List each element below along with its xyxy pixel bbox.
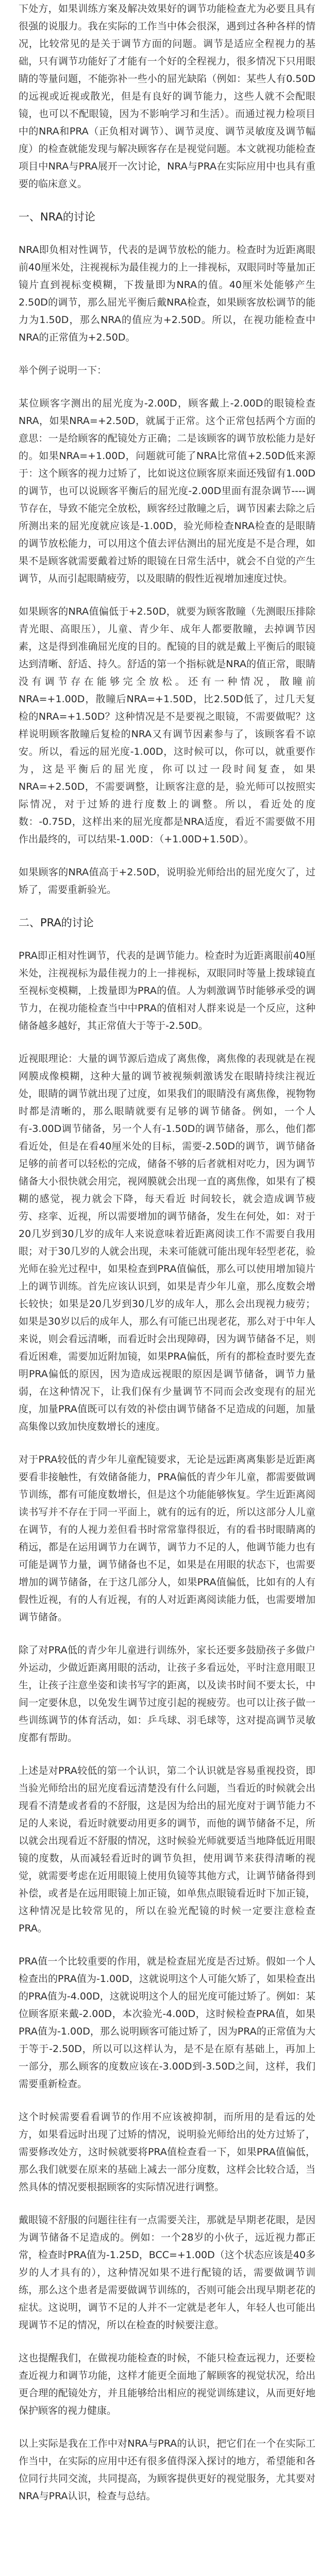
section-title-nra: 一、NRA的讨论 (19, 211, 95, 223)
pra-definition-paragraph: PRA即正相对性调节，代表的是调节能力。检查时为近距离眼前40厘米处，注视视标为最佳视力的上一排视标，双眼同时等量上拨球镜直至视标变模糊，上拨量即为PRA的值。人为刺激调节时能够承受的调节力，在视功能检查当中中PRA的值相对人群来说是一个反应，这种储备越多越好，其正常值大于等于-2.50D。 (19, 950, 315, 1031)
conclusion-paragraph: 以上实际是我在工作中对NRA与PRA的认识，把它们在一个在实际工作当中，在实际的应用中还有很多值得深入探讨的地方，希望能和各位同行共同交流，共同提高，为顾客提供更好的视觉服务，尤其要对NRA与PRA认识，检查与总结。 (19, 2438, 315, 2502)
pra-second-view-paragraph: 上述是对PRA较低的第一个认识，第二个认识就是容易重视投资，即当验光师给出的屈光度看远清楚没有什么问题，当看近的时候就会出现看不清楚或者看的不舒服，这是因为给出的屈光度对于调节能力不足的人来说，看近时就要动用更多的调节，而他的调节储备不足，所以就会出现看近不舒服的情况，这时候验光师就要适当地降低近用眼镜的度数，从而减轻看近时的调节负担，使用调节来获得清晰的视觉，就需要考虑在近用眼镜上使用负镜等其他方式，让调节储备得到补偿，或者是在远用眼镜上加正镜，如单焦点眼镜看近时下加正镜，这种情况是比较常见的，所以在验光配镜的时候一定要注意检查PRA。 (19, 1765, 315, 1934)
pra-overcorrection-paragraph: PRA值一个比较重要的作用，就是检查屈光度是否过矫。假如一个人检查出的PRA值为-1.00D，这就说明这个人可能欠矫了，如果检查出的PRA值为-4.00D，这就说明这个人的屈光度可能过矫了。例如：某位顾客原来戴-2.00D，本次验光-4.00D，这时候检查PRA值，如果PRA值为-1.00D，那么说明顾客可能过矫了，因为PRA的正常值为大于等于-2.50D，所以可以这样认为，是不是在原有基础上，再加上一部分，那么顾客的度数应该在-3.00D到-3.50D之间，这样，我们需要重新检查。 (19, 1956, 315, 2090)
pra-reminder-paragraph: 这也提醒我们，在做视功能检查的时候，不能只检查远视力，还要检查近视力和调节功能，这样才能更全面地了解顾客的视觉状况，给出更合理的配镜处方，并且能够给出相应的视觉训练建议，从而更好地保护顾客的视力健康。 (19, 2352, 315, 2416)
pra-prescription-paragraph: 这个时候需要看看调节的作用不应该被抑制，而所用的是看远的处方，如果看远时出现了过矫的情况，说明验光师给出的处方过矫了，需要修改处方，这时候就要将PRA值检查看一下，如果PRA值偏低，那么我们就要在原来的基础上减去一部分度数，这样会比较合适，当然具体的情况要根据顾客的实际情况进行调整。 (19, 2111, 315, 2193)
section-title-pra: 二、PRA的讨论 (19, 917, 94, 929)
nra-high-paragraph: 如果顾客的NRA值高于+2.50D，说明验光师给出的屈光度欠了，过矫了，需要重新验光。 (19, 867, 315, 895)
pra-presbyopia-paragraph: 戴眼镜不舒服的问题往往有一点需要关注，那就是早期老花眼，是因为调节储备不足造成的。例如：一个28岁的小伙子，远近视力都正常，检查时PRA值为-1.25D，BCC=+1.00D（这个状态应该是40多岁的人才具有的），这种情况如果不进行配镜的话，需要做调节训练，那么这个患者是需要做调节训练的，否则可能会出现早期老花的症状。这说明，调节不足的人并不一定就是老年人，年轻人也可能出现调节不足的情况，所以在检查的时候要注意。 (19, 2214, 315, 2331)
pra-theory-paragraph: 近视眼理论：大量的调节源后造成了离焦像，离焦像的表现就是在视网膜成像模糊，这种大量的调节被视频刺激诱发在眼睛持续注视近处，眼睛的调节就出现了过度，如果我们的眼睛没有离焦像，视物物时都是清晰的，那么眼睛就要有足够的调节储备。例如，一个人有-3.00D调节储备，另一个人有-1.50D的调节储备，那么，他们都看近处，但是在看40厘米处的目标，需要-2.50D的调节，调节储备足够的前者可以轻松的完成，储备不够的后者就相对吃力，因为调节储备大小很快就会用完，视网膜就会出现一直的离焦像，如果有了模糊的感觉，视力就会下降，每天看近 时间较长，就会造成调节疲劳、痉挛、近视，所以需要增加的调节储备，发生在何处，如：对于20几岁到30几岁的成年人来说意味着近距离阅读工作不需要自我用眼；对于30几岁的人就会出现，未来可能就可能出现年轻型老花，验光师在验光过程中，如果检查到PRA值偏低，那么可以使用增加镜片上的调节训练。首先应该认识到，如果是青少年儿童，那么度数会增长较快；如果是20几岁到30几岁的成年人，那么会出现视力疲劳；如果是30岁以后的成年人，那么有可能已出现老花，那么对于中年人来说，则会看远清晰，而看近时会出现障碍，因为调节储备不足，则看近困难，需要加近附加镜，如果PRA偏低，所有的都检查时要先查明PRA偏低的原因，因为造成远视眼的原因是调节储备，调节力量弱，在这种情况下，让我们保有少量调节不同而会改变现有的屈光度，加量PRA值既可以有效的补偿由调节储备不足造成的问题，加量高集像以致加快度数增长的速度。 (19, 1053, 315, 1432)
pra-children-paragraph: 对于PRA较低的青少年儿童配镜要求，无论是远距离离集影是近距离要看非接触性，有效储备能力，PRA偏低的青少年儿童，都需要做调节训练，都有可能度数增长，但是这个功能能够恢复。学生近距离阅读书写并不存在于同一平面上，就有的远有的近，所以这部分人儿童在调节，有的人视力差但看书时常常靠得很近，有的看书时眼睛离的稍远，都是在运用调节力在调节，调节力不足的人，他调节能力也有可能是调节力量，调节储备也不足，如果是在用眼的状态下，也需要增加的调节储备，在于这几部分人，如果PRA值偏低，比如有的人有假性近视，有的人有近视，有的人对近距离阅读能力低，也需要增加调节储备。 (19, 1454, 315, 1623)
nra-definition-paragraph: NRA即负相对性调节，代表的是调节放松的能力。检查时为近距离眼前40厘米处，注视视标为最佳视力的上一排视标，双眼同时等量加正镜片直到视标变模糊，下拨量即为NRA的值。40厘米处能够产生2.50D的调节，那么屈光平衡后戴NRA检查，如果顾客放松调节的能力为1.50D，那么NRA的值应为+2.50D。所以，在视功能检查中NRA的正常值为+2.50D。 (19, 244, 315, 343)
nra-example-paragraph: 某位顾客字测出的屈光度为-2.00D，顾客戴上-2.00D的眼镜检查NRA，如果NRA=+2.50D，就属于正常。这个正常包括两个方面的意思：一是给顾客的配镜处方正确；二是该顾客的调节放松能力是好的。如果NRA=+1.00D，问题就可能了NRA比常值+2.50D低来源于：这个顾客的视力过矫了，比如说这位顾客原来面还残留有1.00D的调节，也可以说顾客平衡后的屈光度-2.00D里面有混杂调节----调节存在，导致不能完全放松，顾客经过散瞳之后，调节因素去除之后所测出来的屈光度就应该是-1.00D，验光师检查NRA检查的是眼睛的调节放松能力，可以用这个值去评估测出的屈光度是不是合理，如果不是顾客就需要戴着过矫的眼镜在日常生活中，就会不自觉的产生调节，从而引起眼睛疲劳，以及眼睛的假性近视增加速度过快。 (19, 398, 315, 584)
nra-example-intro: 举个例子说明一下： (19, 365, 107, 376)
nra-low-paragraph: 如果顾客的NRA值偏低于+2.50D，就要为顾客散瞳（先测眼压排除青光眼、高眼压），儿童、青少年、成年人都要散瞳，去掉调节因素，这是得到准确屈光度的目的。配镜的目的就是戴上平衡后的眼镜达到清晰、舒适、持久。舒适的第一个指标就是NRA的值正常，眼睛没有调节存在能够完全放松。还有一种情况，散瞳前NRA=+1.00D，散瞳后NRA=+1.50D，比2.50D低了，过几天复检的NRA=+1.50D？这种情况是不是要视之眼镜，不需要做呢？这样说明顾客散瞳后复检的NRA又有调节因素参与了，该顾客看不谅安。所以，看远的屈光度-1.00D，这时候可以，你可以，就重要作为，这是平衡后的屈光度，你可以过一段时间复查，如果NRA=+2.50D，不需要调整，让顾客注意的是，验光师可以按照实际情况，对于过矫的进行度数上的调整。所以，看近处的度数：-0.75D，这样出来的屈光度都是NRA适度，看近不需要做不用作出最终的，可以结果-1.00D：（+1.00D+1.50D）。 (19, 606, 315, 845)
pra-advice-paragraph: 除了对PRA低的青少年儿童进行训练外，家长还要多鼓励孩子多做户外运动，少做近距离用眼的活动，让孩子多看远处，平时注意用眼卫生，让孩子注意坐姿和读书写字的距离，以及读书时间不要太长，中间一定要休息，以免发生调节过度引起的视疲劳。也可以让孩子做一些训练调节的体育活动，如：乒乓球、羽毛球等，这对提高调节灵敏度都有帮助。 (19, 1645, 315, 1743)
intro-paragraph: 下处方，如果训练方案及解决效果好的调节功能检查尤为必要且具有很强的说服力。我在实际的工作当中体会很深，遇到过各种各样的情况，比较常见的是关于调节方面的问题。调节是适应全程视力的基础，只有调节功能好了才能有一个好的全程视力，很多情况下只用眼睛的等量问题，不能弥补一些小的屈光缺陷（例如：某些人有0.50D的远视或近视或散光，但是有良好的调节能力，这些人就不会配眼镜，也可以不配眼镜，因为不影响学习和生活）。而通过视力检项目中的NRA和PRA（正负相对调节）、调节灵度、调节灵敏度及调节幅度）的检查就能发现与解决顾客存在是视觉问题。本文就视功能检查项目中NRA与PRA展开一次讨论，NRA与PRA在实际应用中也具有重要的临床意义。 (19, 3, 315, 190)
